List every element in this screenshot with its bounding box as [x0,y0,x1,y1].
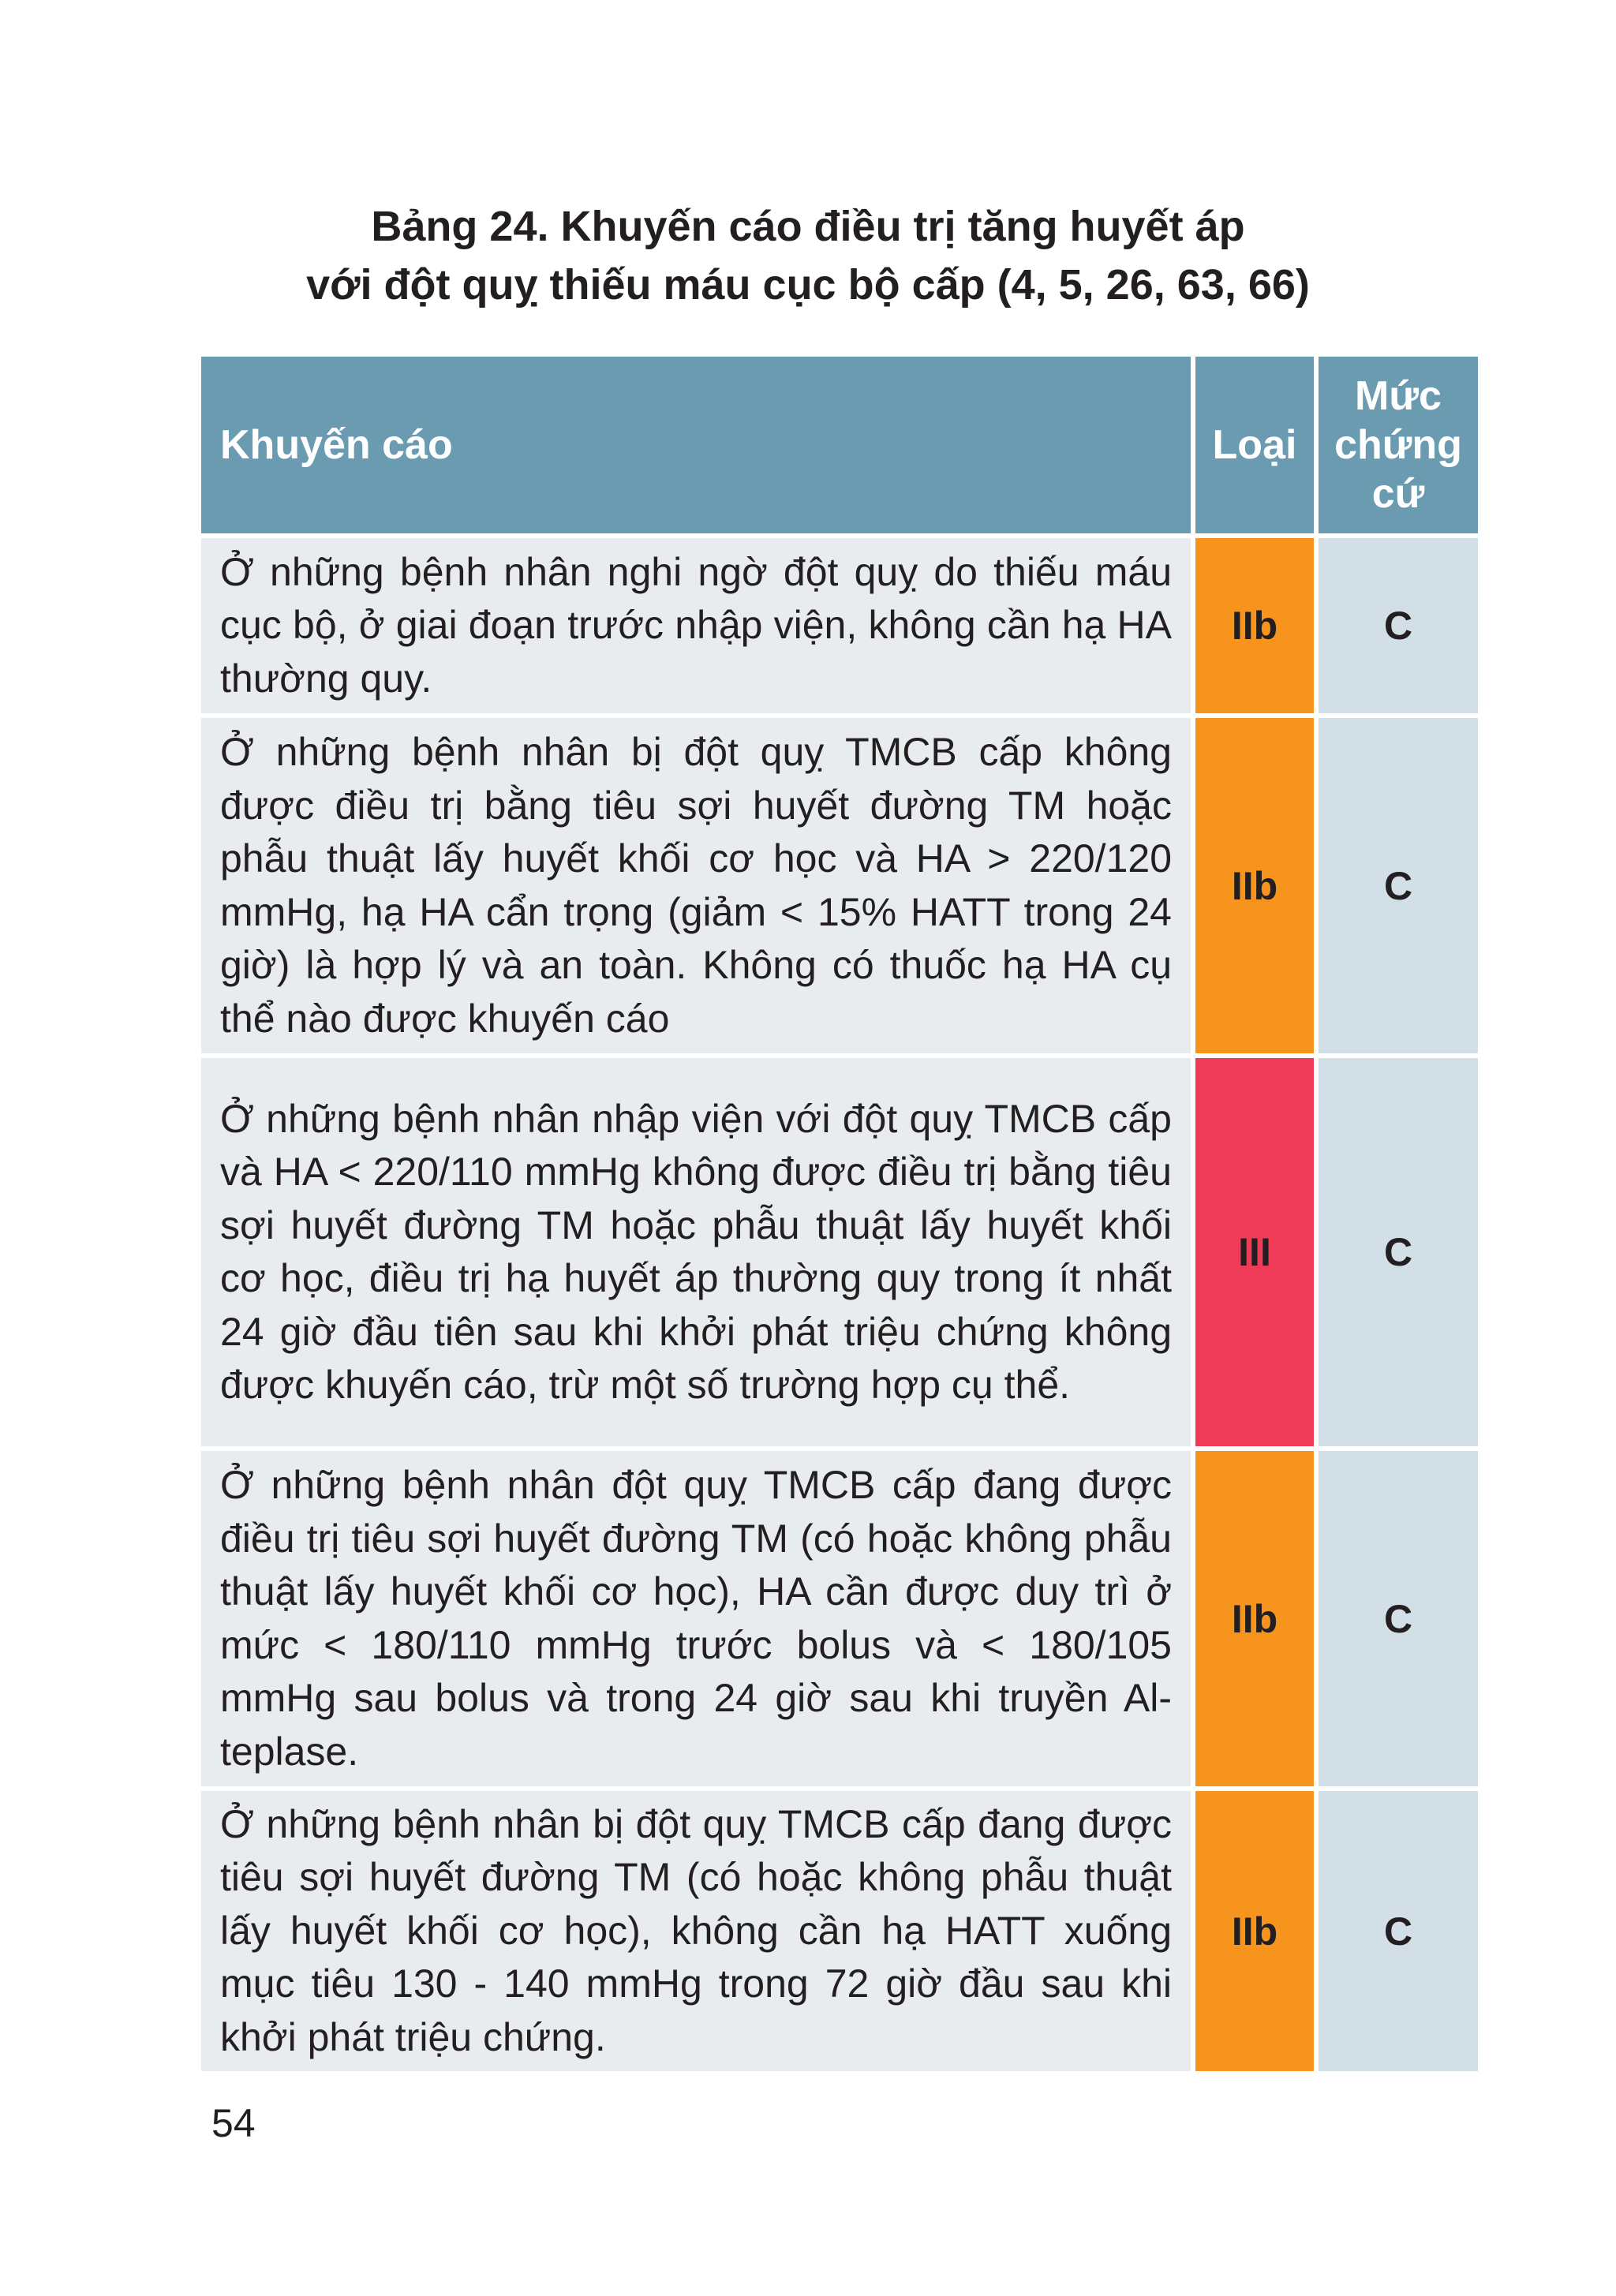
class-badge: IIb [1195,538,1314,713]
recommendation-text [201,1451,1191,1786]
recommendation-text-content: Ở những bệnh nhân bị đột quỵ TMCB cấp đang được tiêu sợi huyết đường TM (có hoặc không phẫu thuật lấy huyết khối cơ học), không cần hạ HATT xuống mục tiêu 130 - 140 mmHg trong 72 giờ đầu sau khi khởi phát triệu chứng. [220,1801,1172,2059]
page-number: 54 [211,2101,256,2145]
class-badge: IIb [1195,718,1314,1053]
recommendation-text [201,538,1191,713]
recommendation-text-content: Ở những bệnh nhân bị đột quỵ TMCB cấp không được điều trị bằng tiêu sợi huyết đường TM hoặc phẫu thuật lấy huyết khối cơ học và HA > 220/120 mmHg, hạ HA cẩn trọng (giảm < 15% HATT trong 24 giờ) là hợp lý và an toàn. Không có thuốc hạ HA cụ thể nào được khuyến cáo [220,730,1172,1041]
evidence-level: C [1319,1451,1478,1786]
header-recommendation: Khuyến cáo [201,357,1191,533]
recommendation-text-content: Ở những bệnh nhân nhập viện với đột quỵ TMCB cấp và HA < 220/110 mmHg không được điều trị bằng tiêu sợi huyết đường TM hoặc phẫu thuật lấy huyết khối cơ học, điều trị hạ huyết áp thường quy trong ít nhất 24 giờ đầu tiên sau khi khởi phát triệu chứng không được khuyến cáo, trừ một số trường hợp cụ thể. [220,1096,1172,1407]
recommendation-text [201,1058,1191,1446]
header-evidence [1319,357,1478,533]
header-evidence-line-3: cứ [1371,471,1425,517]
table-row [201,1791,1478,2071]
table-row [201,718,1478,1053]
class-badge: III [1195,1058,1314,1446]
recommendation-text [201,718,1191,1053]
table-row [201,538,1478,713]
evidence-level: C [1319,718,1478,1053]
header-evidence-line-1: Mức [1355,373,1442,419]
table-row [201,1058,1478,1446]
header-class: Loại [1195,357,1314,533]
table-title-line-2: với đột quỵ thiếu máu cục bộ cấp (4, 5, 26, 63, 66) [306,261,1310,309]
evidence-level: C [1319,1791,1478,2071]
table-header-row [201,357,1478,533]
evidence-level: C [1319,1058,1478,1446]
class-badge: IIb [1195,1791,1314,2071]
recommendation-text-content: Ở những bệnh nhân nghi ngờ đột quỵ do thiếu máu cục bộ, ở giai đoạn trước nhập viện, không cần hạ HA thường quy. [220,549,1172,701]
class-badge: IIb [1195,1451,1314,1786]
header-evidence-line-2: chứng [1334,422,1462,468]
evidence-level: C [1319,538,1478,713]
table-title [0,197,1616,314]
table-row [201,1451,1478,1786]
recommendation-text [201,1791,1191,2071]
recommendation-text-content: Ở những bệnh nhân đột quỵ TMCB cấp đang được điều trị tiêu sợi huyết đường TM (có hoặc không phẫu thuật lấy huyết khối cơ học), HA cần được duy trì ở mức < 180/110 mmHg trước bolus và < 180/105 mmHg sau bolus và trong 24 giờ sau khi truyền Al-teplase. [220,1463,1172,1774]
recommendation-table [201,357,1478,2076]
table-title-line-1: Bảng 24. Khuyến cáo điều trị tăng huyết áp [371,203,1245,250]
